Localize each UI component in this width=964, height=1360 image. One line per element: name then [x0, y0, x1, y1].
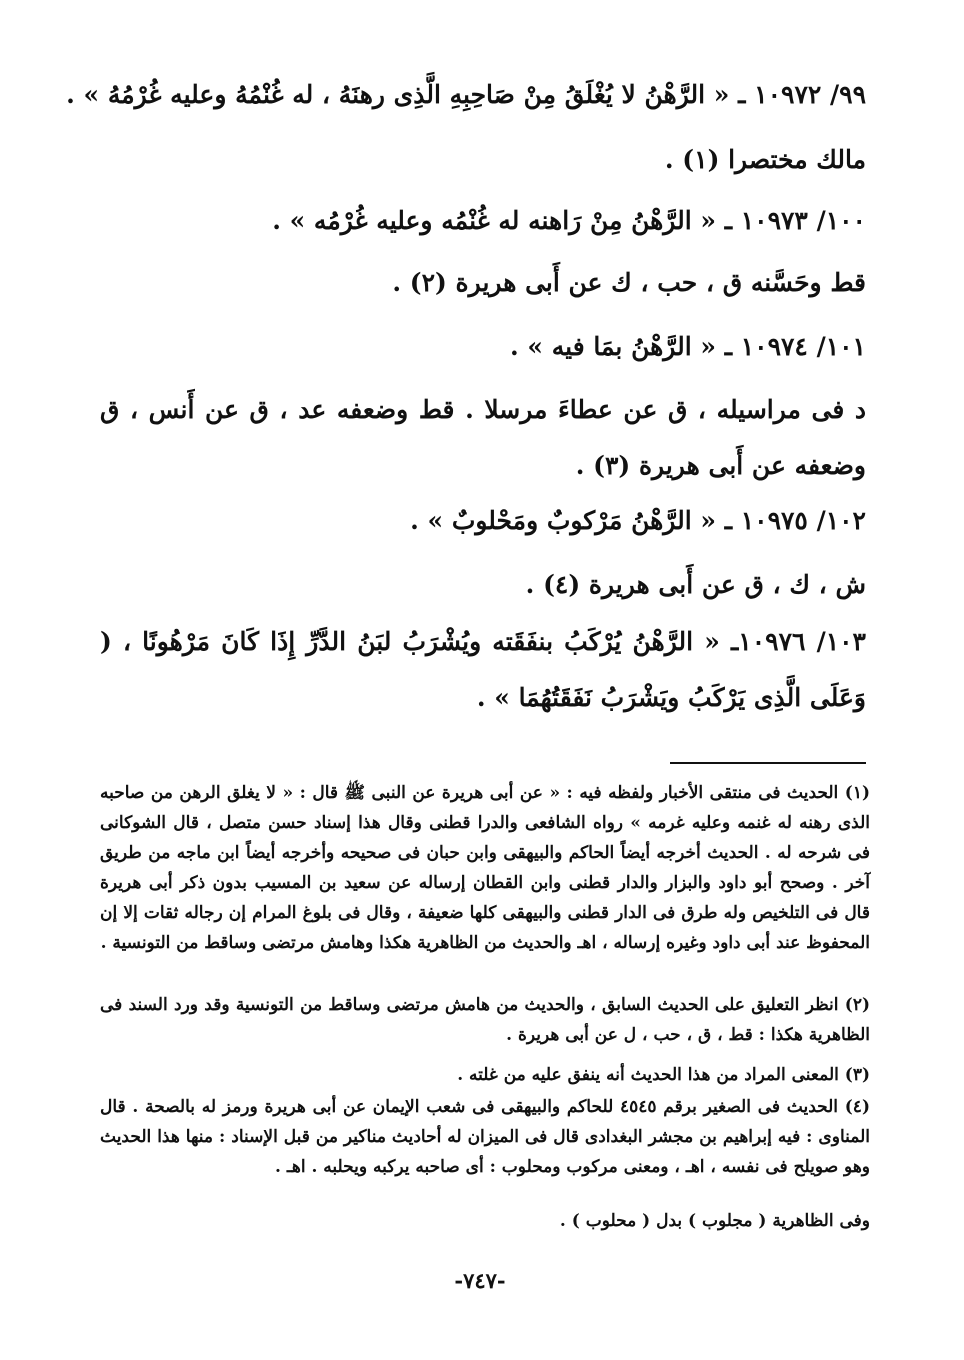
- hadith-102-source: ش ، ك ، ق عن أَبى هريرة (٤) .: [525, 570, 866, 599]
- hadith-101-source: د فى مراسيله ، ق عن عطاءَ مرسلا . قط وضعفه عد ، ق عن أَنس ، ق وضعفه عن أَبى هريرة (٣) .: [100, 395, 866, 480]
- hadith-100-source: قط وحَسَّنه ق ، حب ، ك عن أَبى هريرة (٢) .: [392, 268, 866, 297]
- hadith-100-text: ١٠٠/ ١٠٩٧٣ ـ « الرَّهْنُ مِنْ رَاهنه له غُنْمُه وعليه غُرْمُه » .: [272, 206, 866, 235]
- footnote-2: (٢) انظر التعليق على الحديث السابق ، والحديث من هامش مرتضى وساقط من التونسية وقد ورد السند فى الظاهرية هكذا : قط ، ق ، حب ، ل عن أبى هريرة .: [100, 995, 870, 1045]
- footnote-3: (٣) المعنى المراد من هذا الحديث أنه ينفق عليه من غلته .: [457, 1065, 870, 1085]
- hadith-99-source: مالك مختصرا (١) .: [664, 145, 866, 174]
- hadith-102-text: ١٠٢/ ١٠٩٧٥ ـ « الرَّهْنُ مَرْكوبٌ ومَحْلوبٌ » .: [410, 506, 866, 535]
- hadith-103-text: ١٠٣/ ١٠٩٧٦ـ « الرَّهْنُ يُرْكَبُ بنفَقَته ويُشْرَبُ لبَنُ الدَّرِّ إِذَا كَانَ مَرْهُونًا ، ( وَعَلَى الَّذِى يَرْكَبُ ويَشْرَبُ نَفَقَتُهُمَا » .: [100, 627, 866, 712]
- hadith-99-text: ٩٩/ ١٠٩٧٢ ـ « الرَّهْنُ لا يُغْلَقُ مِنْ صَاحِبِهِ الَّذِى رهنَهُ ، له غُنْمُهُ وعليه غُرْمُهُ » .: [66, 80, 866, 109]
- footnote-4: (٤) الحديث فى الصغير برقم ٤٥٤٥ للحاكم والبيهقى فى شعب الإيمان عن أبى هريرة ورمز له بالصحة . قال المناوى : فيه إبراهيم بن مجشر البغدادى قال فى الميزان له أحاديث مناكير من قبل الإسناد : منها هذا الحديث وهو صويلح فى نفسه ، اهـ ، ومعنى مركوب ومحلوب : أى صاحبه يركبه ويحلبه . اهـ .: [100, 1097, 870, 1177]
- page-number: -٧٤٧-: [454, 1268, 506, 1293]
- footnote-1: (١) الحديث فى منتقى الأخبار ولفظه فيه : « عن أبى هريرة عن النبى ﷺ قال : « لا يغلق الرهن من صاحبه الذى رهنه له غنمه وعليه غرمه » رواه الشافعى والدرا قطنى وقال هذا إسناد حسن متصل ، قال الشوكانى فى شرحه له . الحديث أخرجه أيضاً الحاكم والبيهقى وابن حبان فى صحيحه وأخرجه أيضاً ابن ماجه من طريق آخر . وصحح أبو داود والبزار والدار قطنى وابن القطان إرساله عن سعيد بن المسيب بدون ذكر أبى هريرة قال فى التلخيص وله طرق فى الدار قطنى والبيهقى كلها ضعيفة ، وقال فى بلوغ المرام إن رجاله ثقات إلا إن المحفوظ عند أبى داود وغيره إرساله ، اهـ والحديث من الظاهرية هكذا وهامش مرتضى وساقط من التونسية .: [100, 783, 870, 953]
- footnote-separator: [670, 762, 866, 764]
- footnote-4-note: وفى الظاهرية ( مجلوب ) بدل ( محلوب ) .: [559, 1211, 870, 1231]
- hadith-101-text: ١٠١/ ١٠٩٧٤ ـ « الرَّهْنُ بمَا فيه » .: [510, 332, 866, 361]
